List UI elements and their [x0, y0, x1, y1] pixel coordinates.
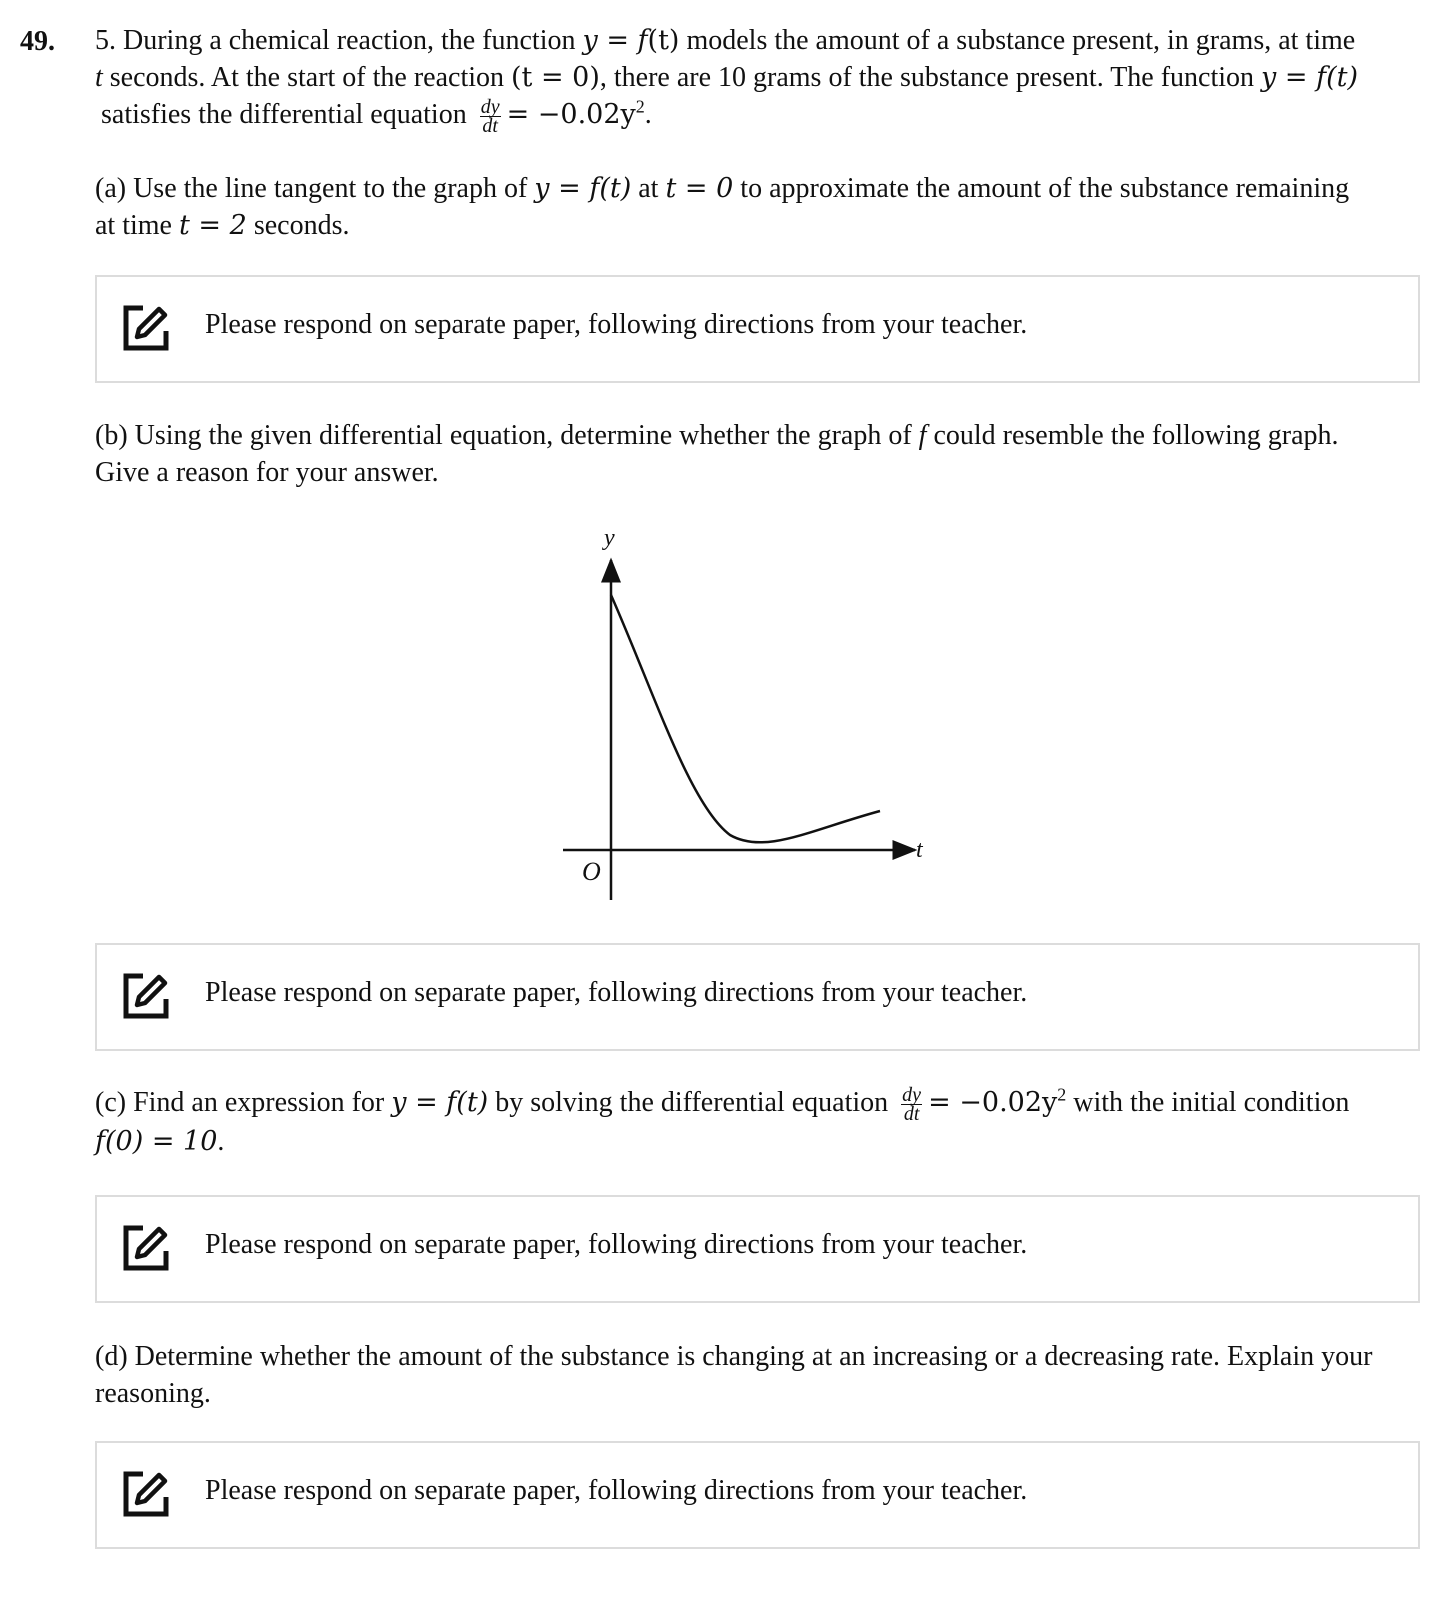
part-c-prompt: (c) Find an expression for y = f(t) by solving the differential equation $\frac{dy}{dt}$ = $-0.02y^2$ with the initial condition f(0) = 10.	[95, 1084, 1350, 1158]
question-number: 49.	[20, 26, 55, 57]
graph-of-f	[560, 525, 960, 910]
origin-label: O	[582, 857, 601, 886]
edit-icon	[121, 1469, 171, 1519]
response-box-a[interactable]	[95, 275, 1420, 383]
part-a-prompt: (a) Use the line tangent to the graph of y = f(t) at t = 0 to approximate the amount of the substance remaining at time t = 2 seconds.	[95, 173, 1350, 241]
response-instruction: Please respond on separate paper, following directions from your teacher.	[205, 1229, 1028, 1260]
edit-icon	[121, 303, 171, 353]
response-instruction: Please respond on separate paper, following directions from your teacher.	[205, 977, 1028, 1008]
response-instruction: Please respond on separate paper, following directions from your teacher.	[205, 309, 1028, 340]
dy-dt-fraction: $\frac{dy}{dt}$	[480, 96, 500, 138]
edit-icon	[121, 1223, 171, 1273]
stem-line-2: t seconds. At the start of the reaction (t = 0), there are 10 grams of the substance present. The function y = f(t)	[95, 62, 1358, 93]
response-box-c[interactable]	[95, 1195, 1420, 1303]
part-d-prompt: (d) Determine whether the amount of the substance is changing at an increasing or a decreasing rate. Explain your reasoning.	[95, 1341, 1373, 1409]
question-stem	[95, 22, 1425, 138]
edit-icon	[121, 971, 171, 1021]
stem-line-3: satisfies the differential equation $\frac{dy}{dt}$ = $-0.02y^2$.	[101, 96, 652, 138]
response-box-b[interactable]	[95, 943, 1420, 1051]
response-instruction: Please respond on separate paper, following directions from your teacher.	[205, 1475, 1028, 1506]
part-b-prompt: (b) Using the given differential equation, determine whether the graph of f could resemble the following graph. Give a reason for your answer.	[95, 420, 1339, 488]
stem-line-1: 5. During a chemical reaction, the function y = f(t) models the amount of a substance present, in grams, at time	[95, 25, 1356, 56]
y-axis-label: y	[604, 525, 615, 551]
dy-dt-fraction: $\frac{dy}{dt}$	[902, 1084, 922, 1126]
curve-f	[611, 595, 880, 842]
x-axis-label: t	[916, 837, 923, 863]
response-box-d[interactable]	[95, 1441, 1420, 1549]
